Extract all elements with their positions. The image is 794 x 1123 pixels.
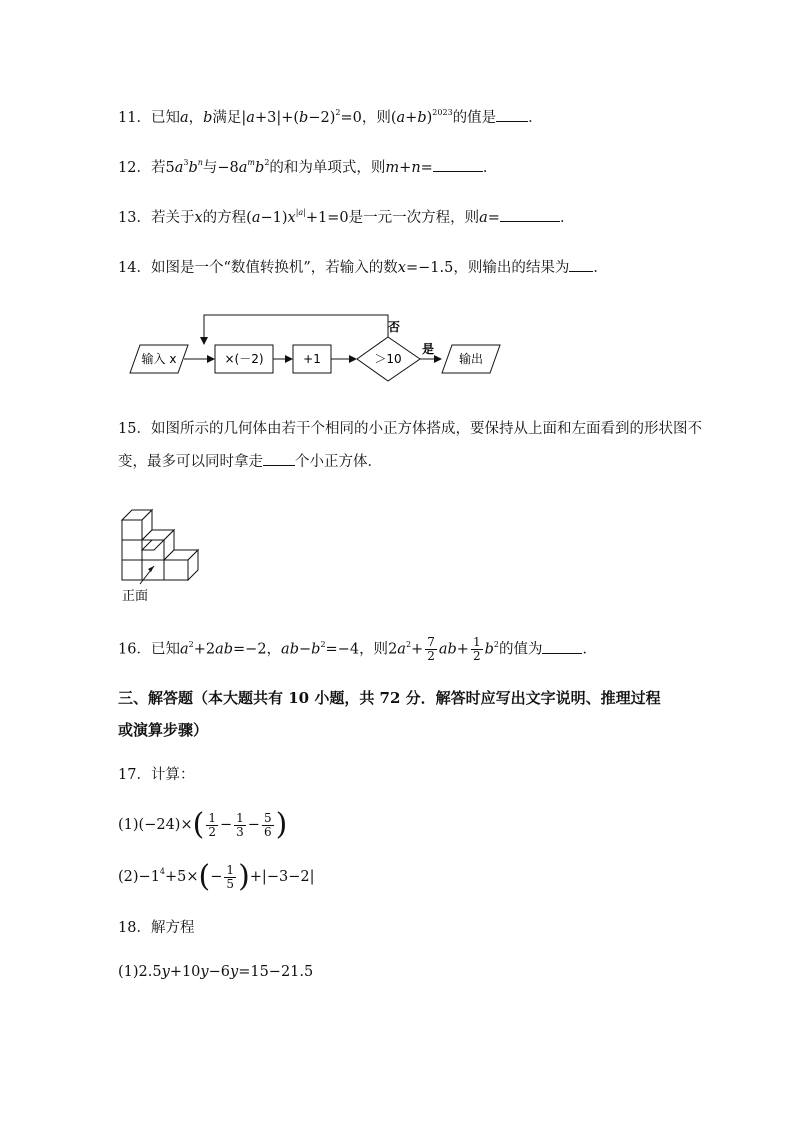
compare-label: ＞10 xyxy=(374,352,402,366)
number-conversion-flowchart xyxy=(120,305,520,385)
cube-stack-figure xyxy=(118,496,218,606)
question-13: 13．若关于x的方程$(a-1)x^{|a|}+1=0$是一元一次方程，则a= ． xyxy=(118,208,575,226)
answer-blank[interactable] xyxy=(263,451,295,466)
no-label: 否 xyxy=(388,320,401,334)
question-18-title: 18．解方程 xyxy=(118,920,195,936)
answer-blank[interactable] xyxy=(433,157,483,172)
yes-label: 是 xyxy=(422,342,435,356)
output-label: 输出 xyxy=(458,352,484,366)
question-16: 16．已知$a^2+2ab=-2$，$ab-b^2=-4$，则$2a^2+$ $\frac{7}{2}$ ab+ $\frac{1}{2}$ $b^2$的值为 ． xyxy=(118,635,597,663)
answer-blank[interactable] xyxy=(569,257,593,272)
answer-blank[interactable] xyxy=(542,639,582,654)
multiply-label: ×(－2) xyxy=(224,352,264,366)
question-11: 11．已知a，b满足$|a+3|+(b-2)^2=0$，则$(a+b)^{2023}$的值是 ． xyxy=(118,108,543,126)
question-15-line2: 变，最多可以同时拿走 个小正方体． xyxy=(118,451,382,472)
answer-blank[interactable] xyxy=(496,107,528,122)
input-label: 输入 x xyxy=(141,352,177,366)
question-12: 12．若$5a^3b^n$与$-8a^mb^2$的和为单项式，则m+n= ． xyxy=(118,158,498,176)
question-17-part2: $(2)-1^4+5\times(-$ $\frac{1}{5}$ )+|−3−2| xyxy=(118,859,315,894)
front-label: 正面 xyxy=(122,589,149,604)
question-17-title: 17．计算： xyxy=(118,767,195,783)
question-15-line1: 15．如图所示的几何体由若干个相同的小正方体搭成，要保持从上面和左面看到的形状图不 xyxy=(118,421,702,437)
add-label: +1 xyxy=(303,352,321,366)
section-3-heading-line2: 或演算步骤） xyxy=(118,721,209,739)
question-18-part1: (1)2.5y+10y−6y=15−21.5 xyxy=(118,964,314,980)
section-3-heading-line1: 三、解答题（本大题共有 10 小题，共 72 分．解答时应写出文字说明、推理过程 xyxy=(118,689,661,707)
question-14: 14．如图是一个“数值转换机”，若输入的数x=−1.5，则输出的结果为 ． xyxy=(118,257,608,278)
answer-blank[interactable] xyxy=(500,207,560,222)
question-17-part1: (1)(−24)×( $\frac{1}{2}$ − $\frac{1}{3}$ − $\frac{5}{6}$ ) xyxy=(118,807,288,842)
